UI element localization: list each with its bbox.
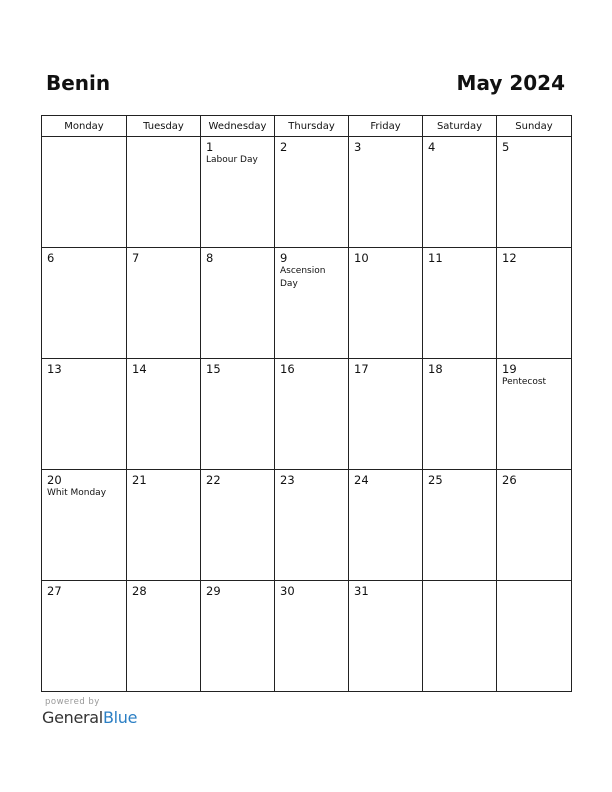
week-row: [42, 248, 572, 359]
day-cell: [201, 359, 275, 470]
weekday-header: Sunday: [497, 116, 572, 137]
day-number: 7: [132, 251, 140, 265]
day-cell: [349, 137, 423, 248]
day-cell: [497, 137, 572, 248]
holiday-label: Whit Monday: [47, 488, 107, 498]
weekday-header: Monday: [42, 116, 127, 137]
day-number: 27: [47, 584, 62, 598]
weekday-header-row: [42, 116, 572, 137]
logo-general-text: General: [42, 708, 103, 727]
calendar-grid: [41, 115, 572, 692]
generalblue-logo[interactable]: [42, 708, 137, 728]
day-number: 15: [206, 362, 221, 376]
day-cell: [423, 581, 497, 692]
day-number: 12: [502, 251, 517, 265]
day-cell: [42, 248, 127, 359]
day-cell: [497, 248, 572, 359]
day-number: 22: [206, 473, 221, 487]
day-number: 16: [280, 362, 295, 376]
day-number: 18: [428, 362, 443, 376]
week-row: [42, 359, 572, 470]
day-number: 20: [47, 473, 62, 487]
day-cell: [349, 581, 423, 692]
day-cell: [275, 248, 349, 359]
weekday-header: Tuesday: [127, 116, 201, 137]
day-cell: [497, 470, 572, 581]
day-number: 2: [280, 140, 288, 154]
day-number: 24: [354, 473, 369, 487]
day-cell: [349, 470, 423, 581]
day-cell: [349, 248, 423, 359]
day-number: 31: [354, 584, 369, 598]
day-number: 4: [428, 140, 436, 154]
month-year-title: May 2024: [456, 71, 565, 95]
day-cell: [497, 359, 572, 470]
day-cell: [423, 359, 497, 470]
day-number: 8: [206, 251, 214, 265]
day-cell: [201, 137, 275, 248]
day-cell: [497, 581, 572, 692]
day-cell: [275, 581, 349, 692]
logo-blue-text: Blue: [102, 708, 138, 727]
day-number: 14: [132, 362, 147, 376]
day-number: 30: [280, 584, 295, 598]
day-cell: [423, 137, 497, 248]
weekday-header: Friday: [349, 116, 423, 137]
day-number: 17: [354, 362, 369, 376]
day-number: 28: [132, 584, 147, 598]
day-cell: [42, 137, 127, 248]
day-number: 11: [428, 251, 443, 265]
day-cell: [42, 581, 127, 692]
holiday-label: Labour Day: [206, 155, 258, 165]
weekday-header: Thursday: [275, 116, 349, 137]
day-cell: [127, 137, 201, 248]
day-number: 3: [354, 140, 362, 154]
day-number: 5: [502, 140, 510, 154]
day-cell: [201, 470, 275, 581]
weekday-header: Wednesday: [201, 116, 275, 137]
day-number: 19: [502, 362, 517, 376]
week-row: [42, 137, 572, 248]
holiday-label: Pentecost: [502, 377, 547, 387]
day-cell: [42, 359, 127, 470]
day-number: 21: [132, 473, 147, 487]
day-cell: [275, 137, 349, 248]
day-cell: [127, 248, 201, 359]
day-cell: [127, 470, 201, 581]
day-cell: [201, 581, 275, 692]
day-cell: [275, 470, 349, 581]
day-number: 26: [502, 473, 517, 487]
country-title: Benin: [46, 71, 111, 95]
day-number: 13: [47, 362, 62, 376]
day-number: 10: [354, 251, 369, 265]
week-row: [42, 470, 572, 581]
day-cell: [127, 359, 201, 470]
day-cell: [423, 248, 497, 359]
day-cell: [423, 470, 497, 581]
day-number: 6: [47, 251, 55, 265]
day-number: 29: [206, 584, 221, 598]
day-cell: [201, 248, 275, 359]
day-cell: [275, 359, 349, 470]
weekday-header: Saturday: [423, 116, 497, 137]
week-row: [42, 581, 572, 692]
powered-by-label: powered by: [45, 697, 100, 707]
day-number: 9: [280, 251, 288, 265]
brand-footer: [42, 697, 137, 728]
day-number: 23: [280, 473, 295, 487]
day-cell: [42, 470, 127, 581]
day-number: 1: [206, 140, 214, 154]
holiday-label: Ascension Day: [280, 266, 326, 289]
day-cell: [127, 581, 201, 692]
day-number: 25: [428, 473, 443, 487]
day-cell: [349, 359, 423, 470]
